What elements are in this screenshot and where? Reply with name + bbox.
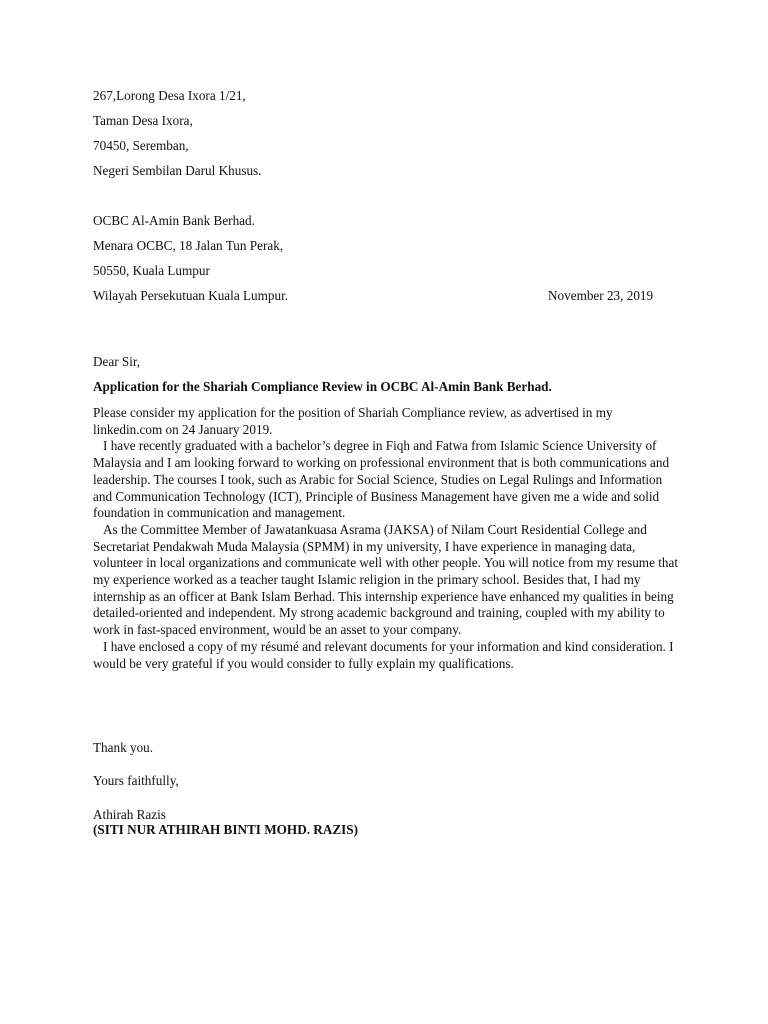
closing: Yours faithfully, (93, 773, 179, 788)
sender-address-line-3: 70450, Seremban, (93, 138, 189, 153)
letter-body (93, 405, 683, 672)
full-name: (SITI NUR ATHIRAH BINTI MOHD. RAZIS) (93, 822, 359, 837)
salutation: Dear Sir, (93, 354, 141, 369)
paragraph-education: I have recently graduated with a bachelor’s degree in Fiqh and Fatwa from Islamic Science University of Malaysia and I am looking forward to working on professional environment that is both communications and leadership. The courses I took, such as Arabic for Social Science, Studies on Legal Rulings and Information and Communication Technology (ICT), Principle of Business Management have given me a wide and solid foundation in communication and management. (93, 438, 670, 521)
paragraph-intro: Please consider my application for the position of Shariah Compliance review, as advertised in my linkedin.com on 24 January 2019. (93, 405, 613, 437)
sender-address-line-2: Taman Desa Ixora, (93, 113, 193, 128)
signature-name: Athirah Razis (93, 807, 166, 822)
recipient-address-line-4: Wilayah Persekutuan Kuala Lumpur. (93, 288, 289, 303)
sender-address-line-4: Negeri Sembilan Darul Khusus. (93, 163, 262, 178)
recipient-address-line-1: OCBC Al-Amin Bank Berhad. (93, 213, 255, 228)
sender-address-line-1: 267,Lorong Desa Ixora 1/21, (93, 88, 246, 103)
recipient-address-line-2: Menara OCBC, 18 Jalan Tun Perak, (93, 238, 284, 253)
letter-date: November 23, 2019 (548, 288, 654, 303)
paragraph-enclosure: I have enclosed a copy of my résumé and relevant documents for your information and kind consideration. I would be very grateful if you would consider to fully explain my qualifications. (93, 638, 674, 671)
closing-thanks: Thank you. (93, 740, 154, 755)
paragraph-experience: As the Committee Member of Jawatankuasa Asrama (JAKSA) of Nilam Court Residential College and Secretariat Pendakwah Muda Malaysia (SPMM) in my university, I have experience in managing data, volunteer in local organizations and communicate well with other people. You will notice from my resume that my experience worked as a teacher taught Islamic religion in the primary school. Besides that, I had my internship as an officer at Bank Islam Berhad. This internship experience have enhanced my qualities in being detailed-oriented and independent. My strong academic background and training, coupled with my ability to work in fast-spaced environment, would be an asset to your company. (93, 521, 678, 638)
subject-line: Application for the Shariah Compliance Review in OCBC Al-Amin Bank Berhad. (93, 379, 552, 394)
recipient-address-line-3: 50550, Kuala Lumpur (93, 263, 210, 278)
